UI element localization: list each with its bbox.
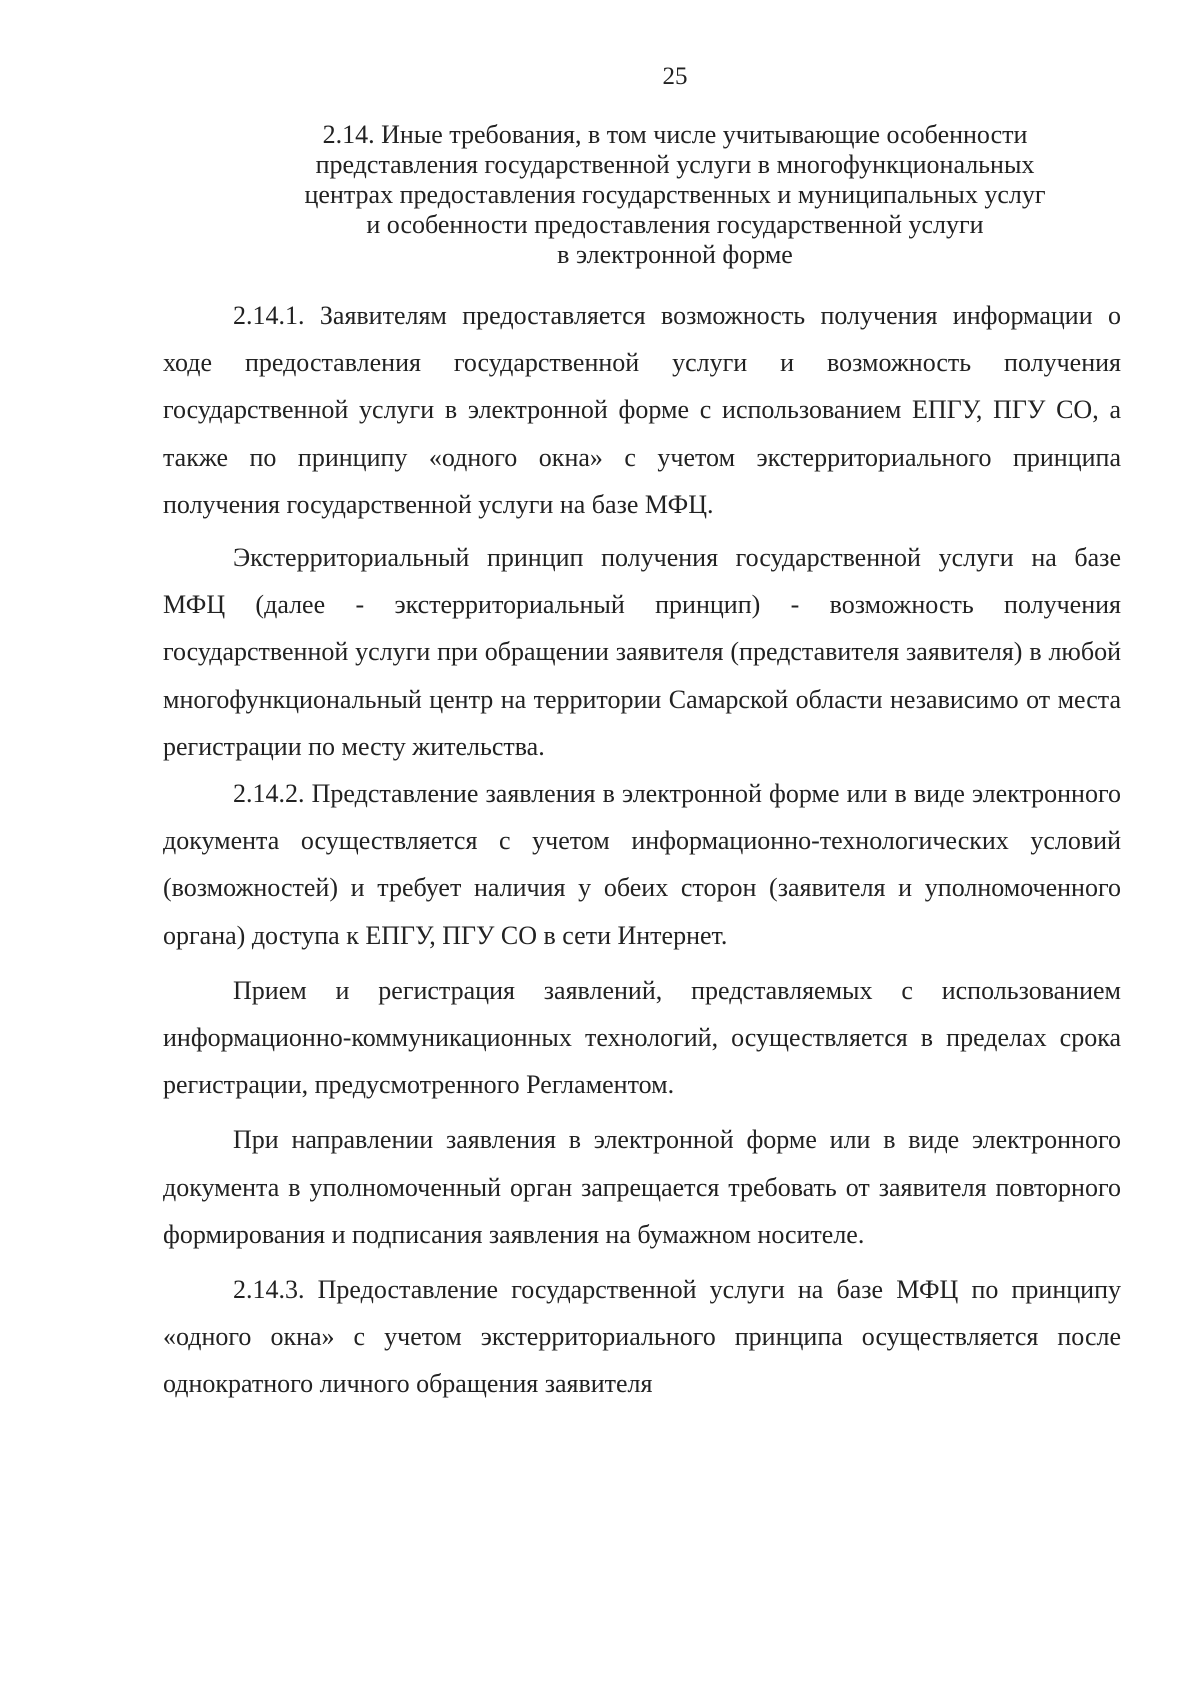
document-body: [163, 292, 1121, 1408]
heading-line: центрах предоставления государственных и муниципальных услуг: [304, 180, 1046, 209]
heading-line: в электронной форме: [557, 240, 793, 269]
section-heading: [255, 120, 1095, 270]
paragraph-2-14-1: 2.14.1. Заявителям предоставляется возможность получения информации о ходе предоставления государственной услуги и возможность получения государственной услуги в электронной форме с использованием ЕПГУ, ПГУ СО, а также по принципу «одного окна» с учетом экстерриториального принципа получения государственной услуги на базе МФЦ.: [163, 301, 1121, 519]
heading-line: и особенности предоставления государственной услуги: [366, 210, 984, 239]
heading-line: представления государственной услуги в многофункциональных: [315, 150, 1035, 179]
paragraph-2-14-3: 2.14.3. Предоставление государственной услуги на базе МФЦ по принципу «одного окна» с учетом экстерриториального принципа осуществляется после однократного личного обращения заявителя: [163, 1275, 1121, 1399]
paragraph-electronic-submission: При направлении заявления в электронной форме или в виде электронного документа в уполномоченный орган запрещается требовать от заявителя повторного формирования и подписания заявления на бумажном носителе.: [163, 1125, 1121, 1249]
paragraph-registration: Прием и регистрация заявлений, представляемых с использованием информационно-коммуникационных технологий, осуществляется в пределах срока регистрации, предусмотренного Регламентом.: [163, 975, 1121, 1100]
paragraph-2-14-2: 2.14.2. Представление заявления в электронной форме или в виде электронного документа осуществляется с учетом информационно-технологических условий (возможностей) и требует наличия у обеих сторон (заявителя и уполномоченного органа) доступа к ЕПГУ, ПГУ СО в сети Интернет.: [163, 779, 1121, 950]
paragraph-extraterritorial-principle: Экстерриториальный принцип получения государственной услуги на базе МФЦ (далее - экстерриториальный принцип) - возможность получения государственной услуги при обращении заявителя (представителя заявителя) в любой многофункциональный центр на территории Самарской области независимо от места регистрации по месту жительства.: [163, 543, 1121, 761]
page-number: 25: [662, 63, 688, 90]
heading-line: 2.14. Иные требования, в том числе учитывающие особенности: [322, 120, 1028, 149]
